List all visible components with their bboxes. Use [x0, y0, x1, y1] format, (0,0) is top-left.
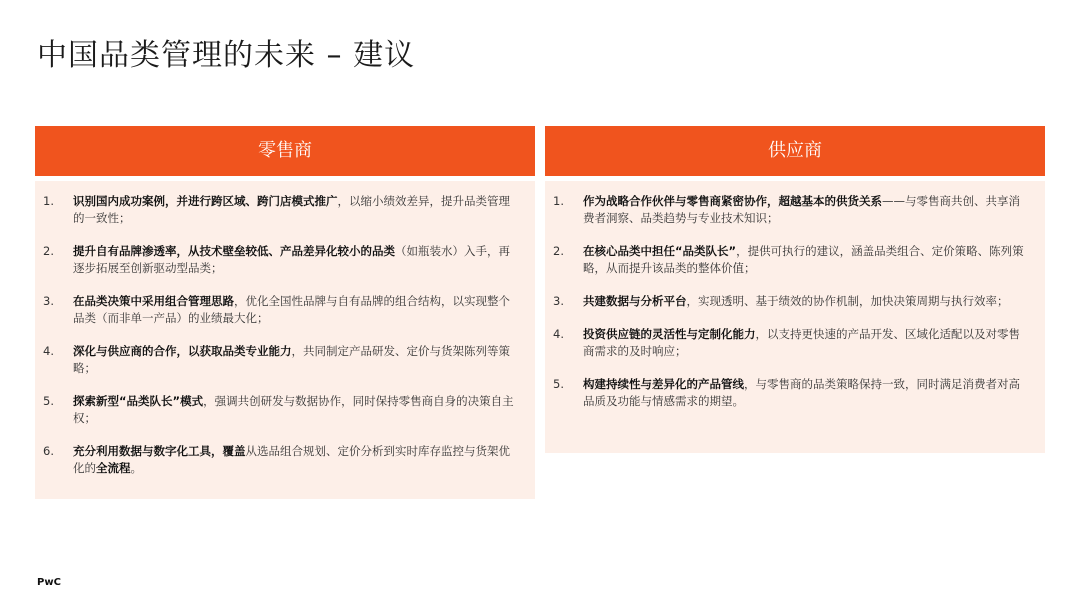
brand-footer: PwC: [37, 577, 61, 588]
item-detail: ，强调共创研发与数据协作，同时保持零售商自身的决策自主权；: [73, 394, 514, 425]
item-number: 3.: [553, 294, 564, 308]
item-text: [73, 343, 519, 377]
item-detail: ，以支持更快速的产品开发、区域化适配以及对零售商需求的及时响应；: [583, 327, 1020, 358]
item-text: [73, 243, 519, 277]
item-detail: ——与零售商共创、共享消费者洞察、品类趋势与专业技术知识；: [583, 194, 1020, 225]
list-item: [43, 243, 519, 277]
list-item: [553, 376, 1029, 410]
item-detail: ，共同制定产品研发、定价与货架陈列等策略；: [73, 344, 510, 375]
item-text: [73, 393, 519, 427]
item-text: [583, 293, 1029, 310]
item-emphasis: 深化与供应商的合作，以获取品类专业能力: [73, 344, 292, 358]
item-emphasis: 在核心品类中担任“品类队长”: [583, 244, 737, 258]
item-text: [73, 293, 519, 327]
item-number: 2.: [553, 244, 564, 258]
list-item: [43, 193, 519, 227]
list-item: [43, 443, 519, 477]
item-number: 1.: [553, 194, 564, 208]
item-emphasis: 投资供应链的灵活性与定制化能力: [583, 327, 756, 341]
item-detail: ，提供可执行的建议，涵盖品类组合、定价策略、陈列策略，从而提升该品类的整体价值；: [583, 244, 1024, 275]
item-number: 6.: [43, 444, 54, 458]
supplier-list: [545, 181, 1045, 453]
item-number: 1.: [43, 194, 54, 208]
list-item: [43, 343, 519, 377]
list-item: [553, 193, 1029, 227]
item-emphasis: 共建数据与分析平台: [583, 294, 687, 308]
retailer-list: [35, 181, 535, 499]
item-detail: 。: [130, 461, 142, 475]
list-item: [553, 243, 1029, 277]
page-title: 中国品类管理的未来 – 建议: [37, 38, 416, 73]
item-emphasis: 识别国内成功案例，并进行跨区域、跨门店模式推广: [73, 194, 338, 208]
supplier-header: 供应商: [545, 126, 1045, 176]
item-emphasis: 构建持续性与差异化的产品管线: [583, 377, 744, 391]
item-text: [73, 193, 519, 227]
retailer-header: 零售商: [35, 126, 535, 176]
item-emphasis: 探索新型“品类队长”模式: [73, 394, 204, 408]
list-item: [553, 293, 1029, 310]
retailer-column: [35, 126, 535, 499]
item-detail: ，以缩小绩效差异，提升品类管理的一致性；: [73, 194, 510, 225]
item-emphasis: 作为战略合作伙伴与零售商紧密协作，超越基本的供货关系: [583, 194, 882, 208]
list-item: [553, 326, 1029, 360]
item-text: [583, 193, 1029, 227]
item-emphasis: 全流程: [96, 461, 131, 475]
item-number: 2.: [43, 244, 54, 258]
supplier-column: [545, 126, 1045, 453]
item-number: 4.: [553, 327, 564, 341]
item-number: 5.: [553, 377, 564, 391]
item-text: [583, 376, 1029, 410]
item-text: [583, 243, 1029, 277]
item-number: 3.: [43, 294, 54, 308]
item-detail: ，优化全国性品牌与自有品牌的组合结构，以实现整个品类（而非单一产品）的业绩最大化；: [73, 294, 510, 325]
item-emphasis: 充分利用数据与数字化工具，覆盖: [73, 444, 246, 458]
list-item: [43, 393, 519, 427]
item-emphasis: 提升自有品牌渗透率，从技术壁垒较低、产品差异化较小的品类: [73, 244, 395, 258]
item-text: [73, 443, 519, 477]
item-number: 5.: [43, 394, 54, 408]
item-detail: （如瓶装水）入手，再逐步拓展至创新驱动型品类；: [73, 244, 510, 275]
item-detail: ，实现透明、基于绩效的协作机制，加快决策周期与执行效率；: [686, 294, 1009, 308]
item-emphasis: 在品类决策中采用组合管理思路: [73, 294, 234, 308]
list-item: [43, 293, 519, 327]
item-number: 4.: [43, 344, 54, 358]
item-detail: 从选品组合规划、定价分析到实时库存监控与货架优化的: [73, 444, 510, 475]
item-detail: ，与零售商的品类策略保持一致，同时满足消费者对高品质及功能与情感需求的期望。: [583, 377, 1020, 408]
item-text: [583, 326, 1029, 360]
